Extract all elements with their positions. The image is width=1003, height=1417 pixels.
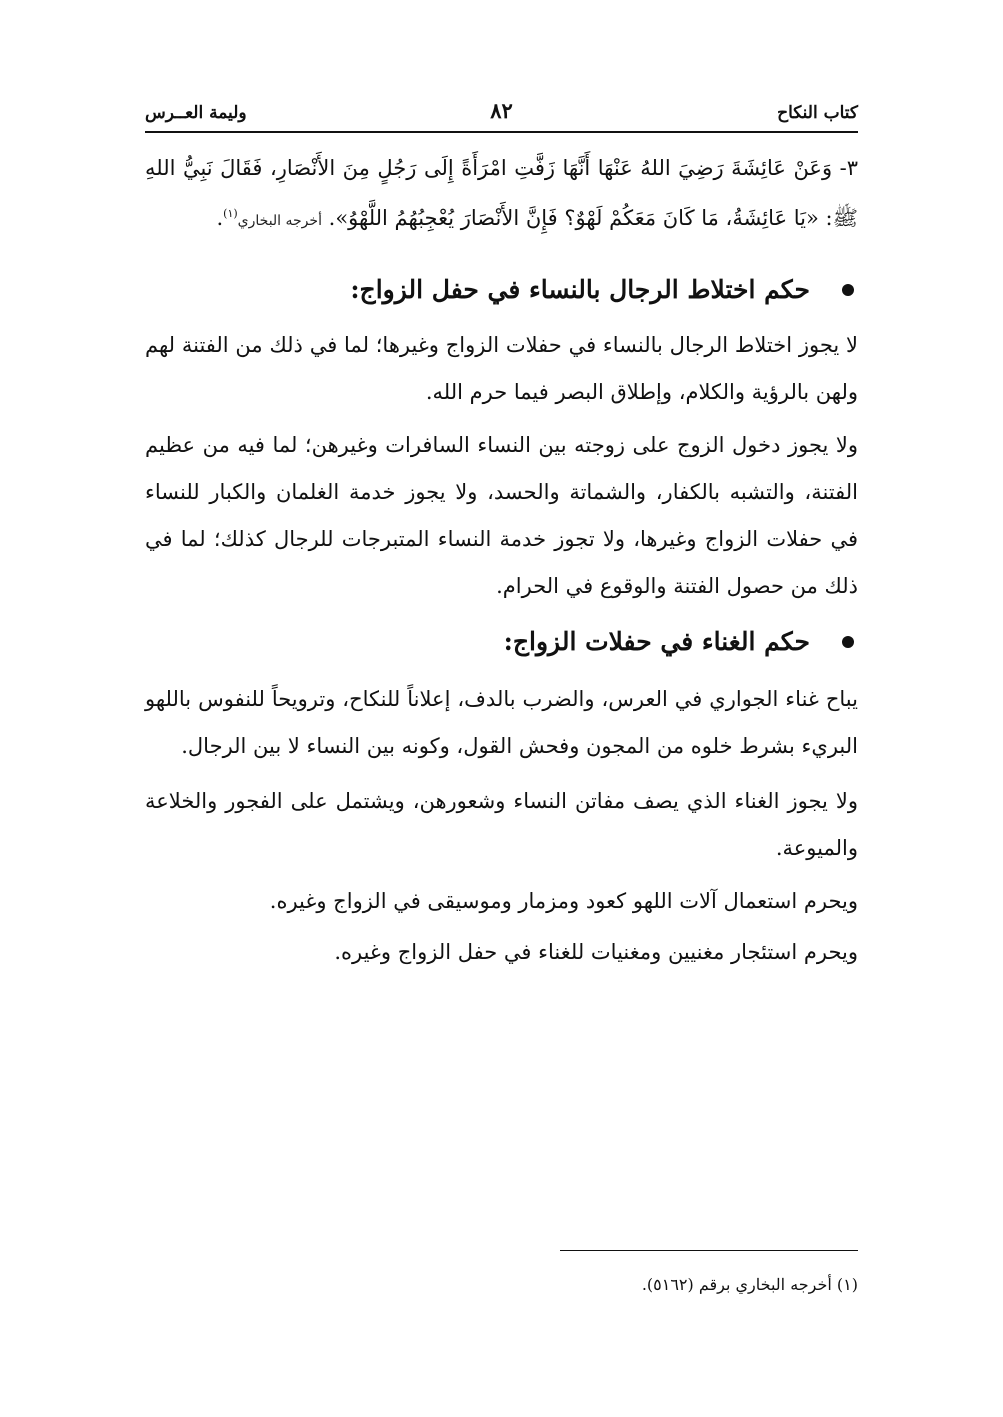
footnote-marker[interactable]: (١)	[223, 207, 238, 220]
footnote-divider	[560, 1250, 858, 1251]
section-heading-text: حكم الغناء في حفلات الزواج:	[503, 627, 810, 656]
hadith-text: ٣- وَعَنْ عَائِشَةَ رَضِيَ اللهُ عَنْهَا أَنَّهَا زَفَّتِ امْرَأَةً إِلَى رَجُلٍ مِنَ الأَنْصَارِ، فَقَالَ نَبِيُّ اللهِ ﷺ: «يَا عَائِشَةُ، مَا كَانَ مَعَكُمْ لَهْوٌ؟ فَإِنَّ الأَنْصَارَ يُعْجِبُهُمُ اللَّهْوُ».	[145, 156, 858, 230]
section-heading-text: حكم اختلاط الرجال بالنساء في حفل الزواج:	[350, 275, 810, 304]
chapter-title: وليمة العــرس	[145, 103, 247, 123]
paragraph: ولا يجوز دخول الزوج على زوجته بين النساء السافرات وغيرهن؛ لما فيه من عظيم الفتنة، والتشبه بالكفار، والشماتة والحسد، ولا يجوز خدمة الغلمان والكبار للنساء في حفلات الزواج وغيرها، ولا تجوز خدمة النساء المتبرجات للرجال كذلك؛ لما في ذلك من حصول الفتنة والوقوع في الحرام.	[145, 433, 858, 598]
page-header	[145, 95, 858, 133]
paragraph: ويحرم استعمال آلات اللهو كعود ومزمار وموسيقى في الزواج وغيره.	[269, 889, 858, 913]
page-body	[145, 145, 858, 976]
paragraph: ولا يجوز الغناء الذي يصف مفاتن النساء وشعورهن، ويشتمل على الفجور والخلاعة والميوعة.	[145, 789, 858, 860]
paragraph: ويحرم استئجار مغنيين ومغنيات للغناء في حفل الزواج وغيره.	[334, 940, 858, 964]
section-heading-mixing	[145, 270, 858, 310]
paragraph: يباح غناء الجواري في العرس، والضرب بالدف، إعلاناً للنكاح، وترويحاً للنفوس باللهو البريء بشرط خلوه من المجون وفحش القول، وكونه بين النساء لا بين الرجال.	[145, 687, 858, 758]
footnote: (١) أخرجه البخاري برقم (٥١٦٢).	[641, 1275, 858, 1294]
book-title: كتاب النكاح	[777, 103, 858, 123]
section-heading-singing	[145, 622, 858, 662]
bullet-icon	[842, 636, 854, 648]
hadith-reference: أخرجه البخاري	[237, 213, 322, 229]
bullet-icon	[842, 284, 854, 296]
hadith-end: .	[216, 206, 224, 230]
hadith-paragraph	[145, 145, 858, 244]
paragraph: لا يجوز اختلاط الرجال بالنساء في حفلات الزواج وغيرها؛ لما في ذلك من الفتنة لهم ولهن بالرؤية والكلام، وإطلاق البصر فيما حرم الله.	[145, 333, 858, 404]
page-number: ٨٢	[490, 98, 513, 123]
